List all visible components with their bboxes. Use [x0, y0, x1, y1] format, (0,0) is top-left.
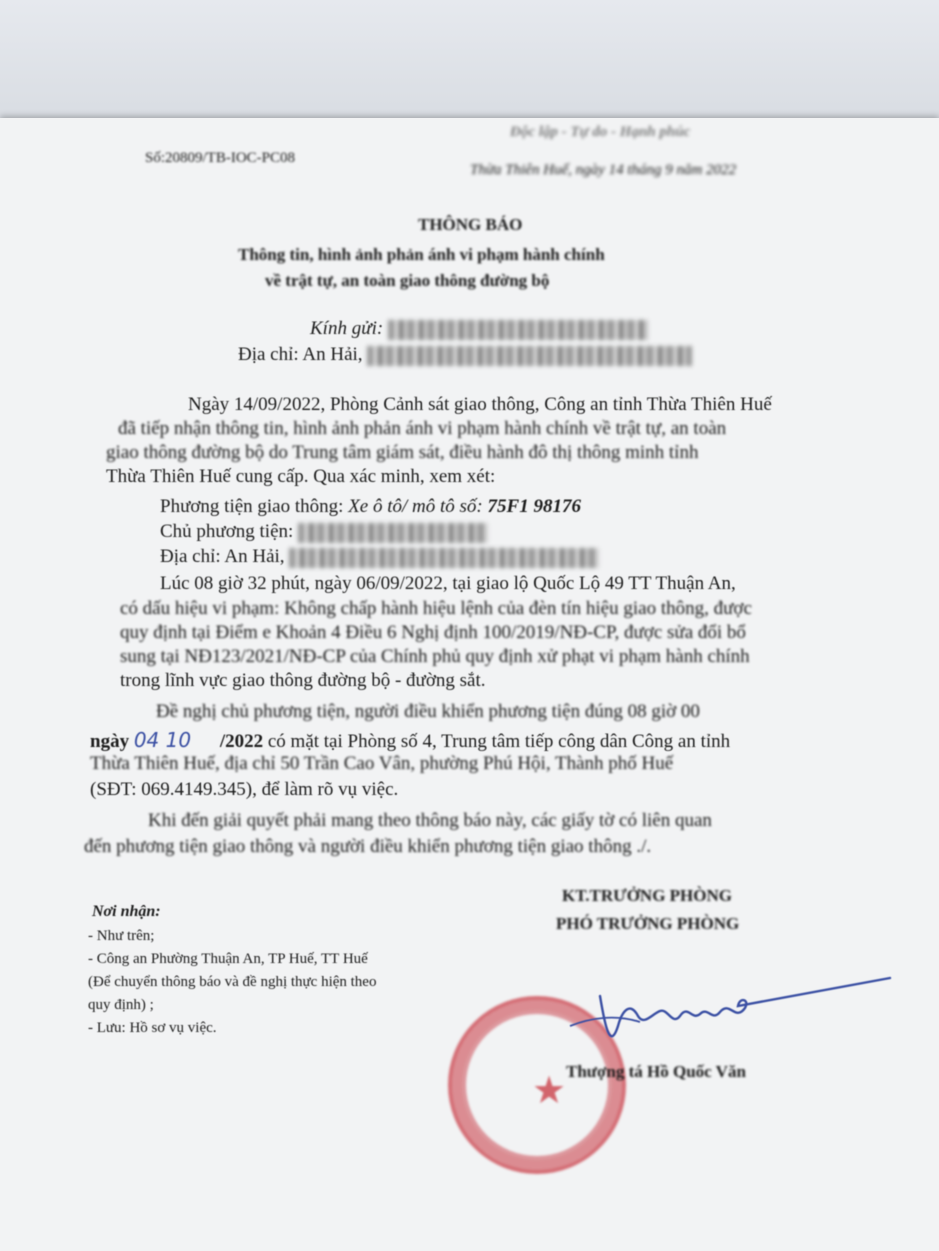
owner-label: Chủ phương tiện: [160, 521, 294, 542]
p3-line-4: (SĐT: 069.4149.345), để làm rõ vụ việc. [90, 779, 399, 800]
handwritten-signature [560, 956, 900, 1066]
ngay-label: ngày [90, 731, 130, 752]
redacted-owner [298, 523, 488, 543]
handwritten-date: 04 10 [133, 728, 192, 752]
notice-subtitle-2: về trật tự, an toàn giao thông đường bộ [265, 271, 550, 290]
recipient-item-5: - Lưu: Hồ sơ vụ việc. [88, 1020, 217, 1036]
document-page [0, 118, 939, 1251]
motto: Độc lập - Tự do - Hạnh phúc [510, 124, 691, 140]
plate-number: 75F1 98176 [487, 496, 581, 517]
seal-star-icon: ★ [532, 1070, 567, 1112]
notice-subtitle-1: Thông tin, hình ảnh phản ánh vi phạm hành chính [238, 245, 605, 264]
recipient-line [310, 318, 648, 340]
p3-line-2-rest: có mặt tại Phòng số 4, Trung tâm tiếp công dân Công an tỉnh [263, 731, 731, 752]
redacted-address [367, 346, 692, 366]
recipient-address-line [238, 344, 692, 366]
year-text: /2022 [219, 731, 264, 752]
p1-line-4: Thừa Thiên Huế cung cấp. Qua xác minh, xem xét: [106, 466, 496, 487]
vehicle-line [160, 496, 581, 518]
recipient-item-1: - Như trên; [88, 928, 155, 944]
kinh-gui-label: Kính gửi: [310, 318, 384, 339]
p4-line-2: đến phương tiện giao thông và người điều khiển phương tiện giao thông ./. [84, 836, 652, 857]
p1-line-1: Ngày 14/09/2022, Phòng Cảnh sát giao thông, Công an tỉnh Thừa Thiên Huế [188, 394, 772, 415]
p1-line-2: đã tiếp nhận thông tin, hình ảnh phản ánh vi phạm hành chính về trật tự, an toàn [118, 418, 727, 439]
p2-line-5: trong lĩnh vực giao thông đường bộ - đường sắt. [120, 670, 486, 691]
recipient-item-4: quy định) ; [88, 997, 154, 1013]
recipient-item-3: (Để chuyển thông báo và đề nghị thực hiện theo [88, 974, 377, 990]
p2-line-3: quy định tại Điểm e Khoản 4 Điều 6 Nghị định 100/2019/NĐ-CP, được sửa đổi bổ [120, 622, 746, 643]
underlying-sheet [0, 0, 939, 118]
vehicle-type: Xe ô tô/ mô tô số: [348, 496, 488, 517]
recipient-item-2: - Công an Phường Thuận An, TP Huế, TT Huế [88, 951, 368, 967]
vehicle-label: Phương tiện giao thông: [160, 496, 349, 517]
sign-title-1: KT.TRƯỞNG PHÒNG [562, 886, 732, 905]
sign-title-2: PHÓ TRƯỞNG PHÒNG [556, 914, 740, 933]
owner-address-label: Địa chỉ: An Hải, [160, 546, 285, 567]
doc-number: Số:20809/TB-IOC-PC08 [145, 150, 296, 166]
owner-line [160, 521, 488, 543]
redacted-name [388, 320, 648, 340]
place-date: Thừa Thiên Huế, ngày 14 tháng 9 năm 2022 [470, 162, 737, 178]
noi-nhan-label: Nơi nhận: [92, 903, 161, 920]
owner-address-line [160, 546, 599, 568]
p2-line-4: sung tại NĐ123/2021/NĐ-CP của Chính phủ quy định xử phạt vi phạm hành chính [120, 646, 750, 667]
p1-line-3: giao thông đường bộ do Trung tâm giám sát, điều hành đô thị thông minh tỉnh [106, 442, 699, 463]
redacted-owner-address [289, 548, 599, 568]
notice-title: THÔNG BÁO [418, 215, 523, 234]
p4-line-1: Khi đến giải quyết phải mang theo thông báo này, các giấy tờ có liên quan [148, 810, 712, 831]
signer-name: Thượng tá Hồ Quốc Văn [566, 1062, 746, 1081]
p3-line-1: Đề nghị chủ phương tiện, người điều khiển phương tiện đúng 08 giờ 00 [156, 701, 700, 722]
dia-chi-label: Địa chỉ: An Hải, [238, 344, 363, 365]
p2-line-2: có dấu hiệu vi phạm: Không chấp hành hiệu lệnh của đèn tín hiệu giao thông, được [120, 598, 752, 619]
p2-line-1: Lúc 08 giờ 32 phút, ngày 06/09/2022, tại giao lộ Quốc Lộ 49 TT Thuận An, [160, 573, 736, 594]
p3-line-3: Thừa Thiên Huế, địa chỉ 50 Trần Cao Vân, phường Phú Hội, Thành phố Huế [90, 753, 674, 774]
p3-line-2 [90, 728, 730, 753]
